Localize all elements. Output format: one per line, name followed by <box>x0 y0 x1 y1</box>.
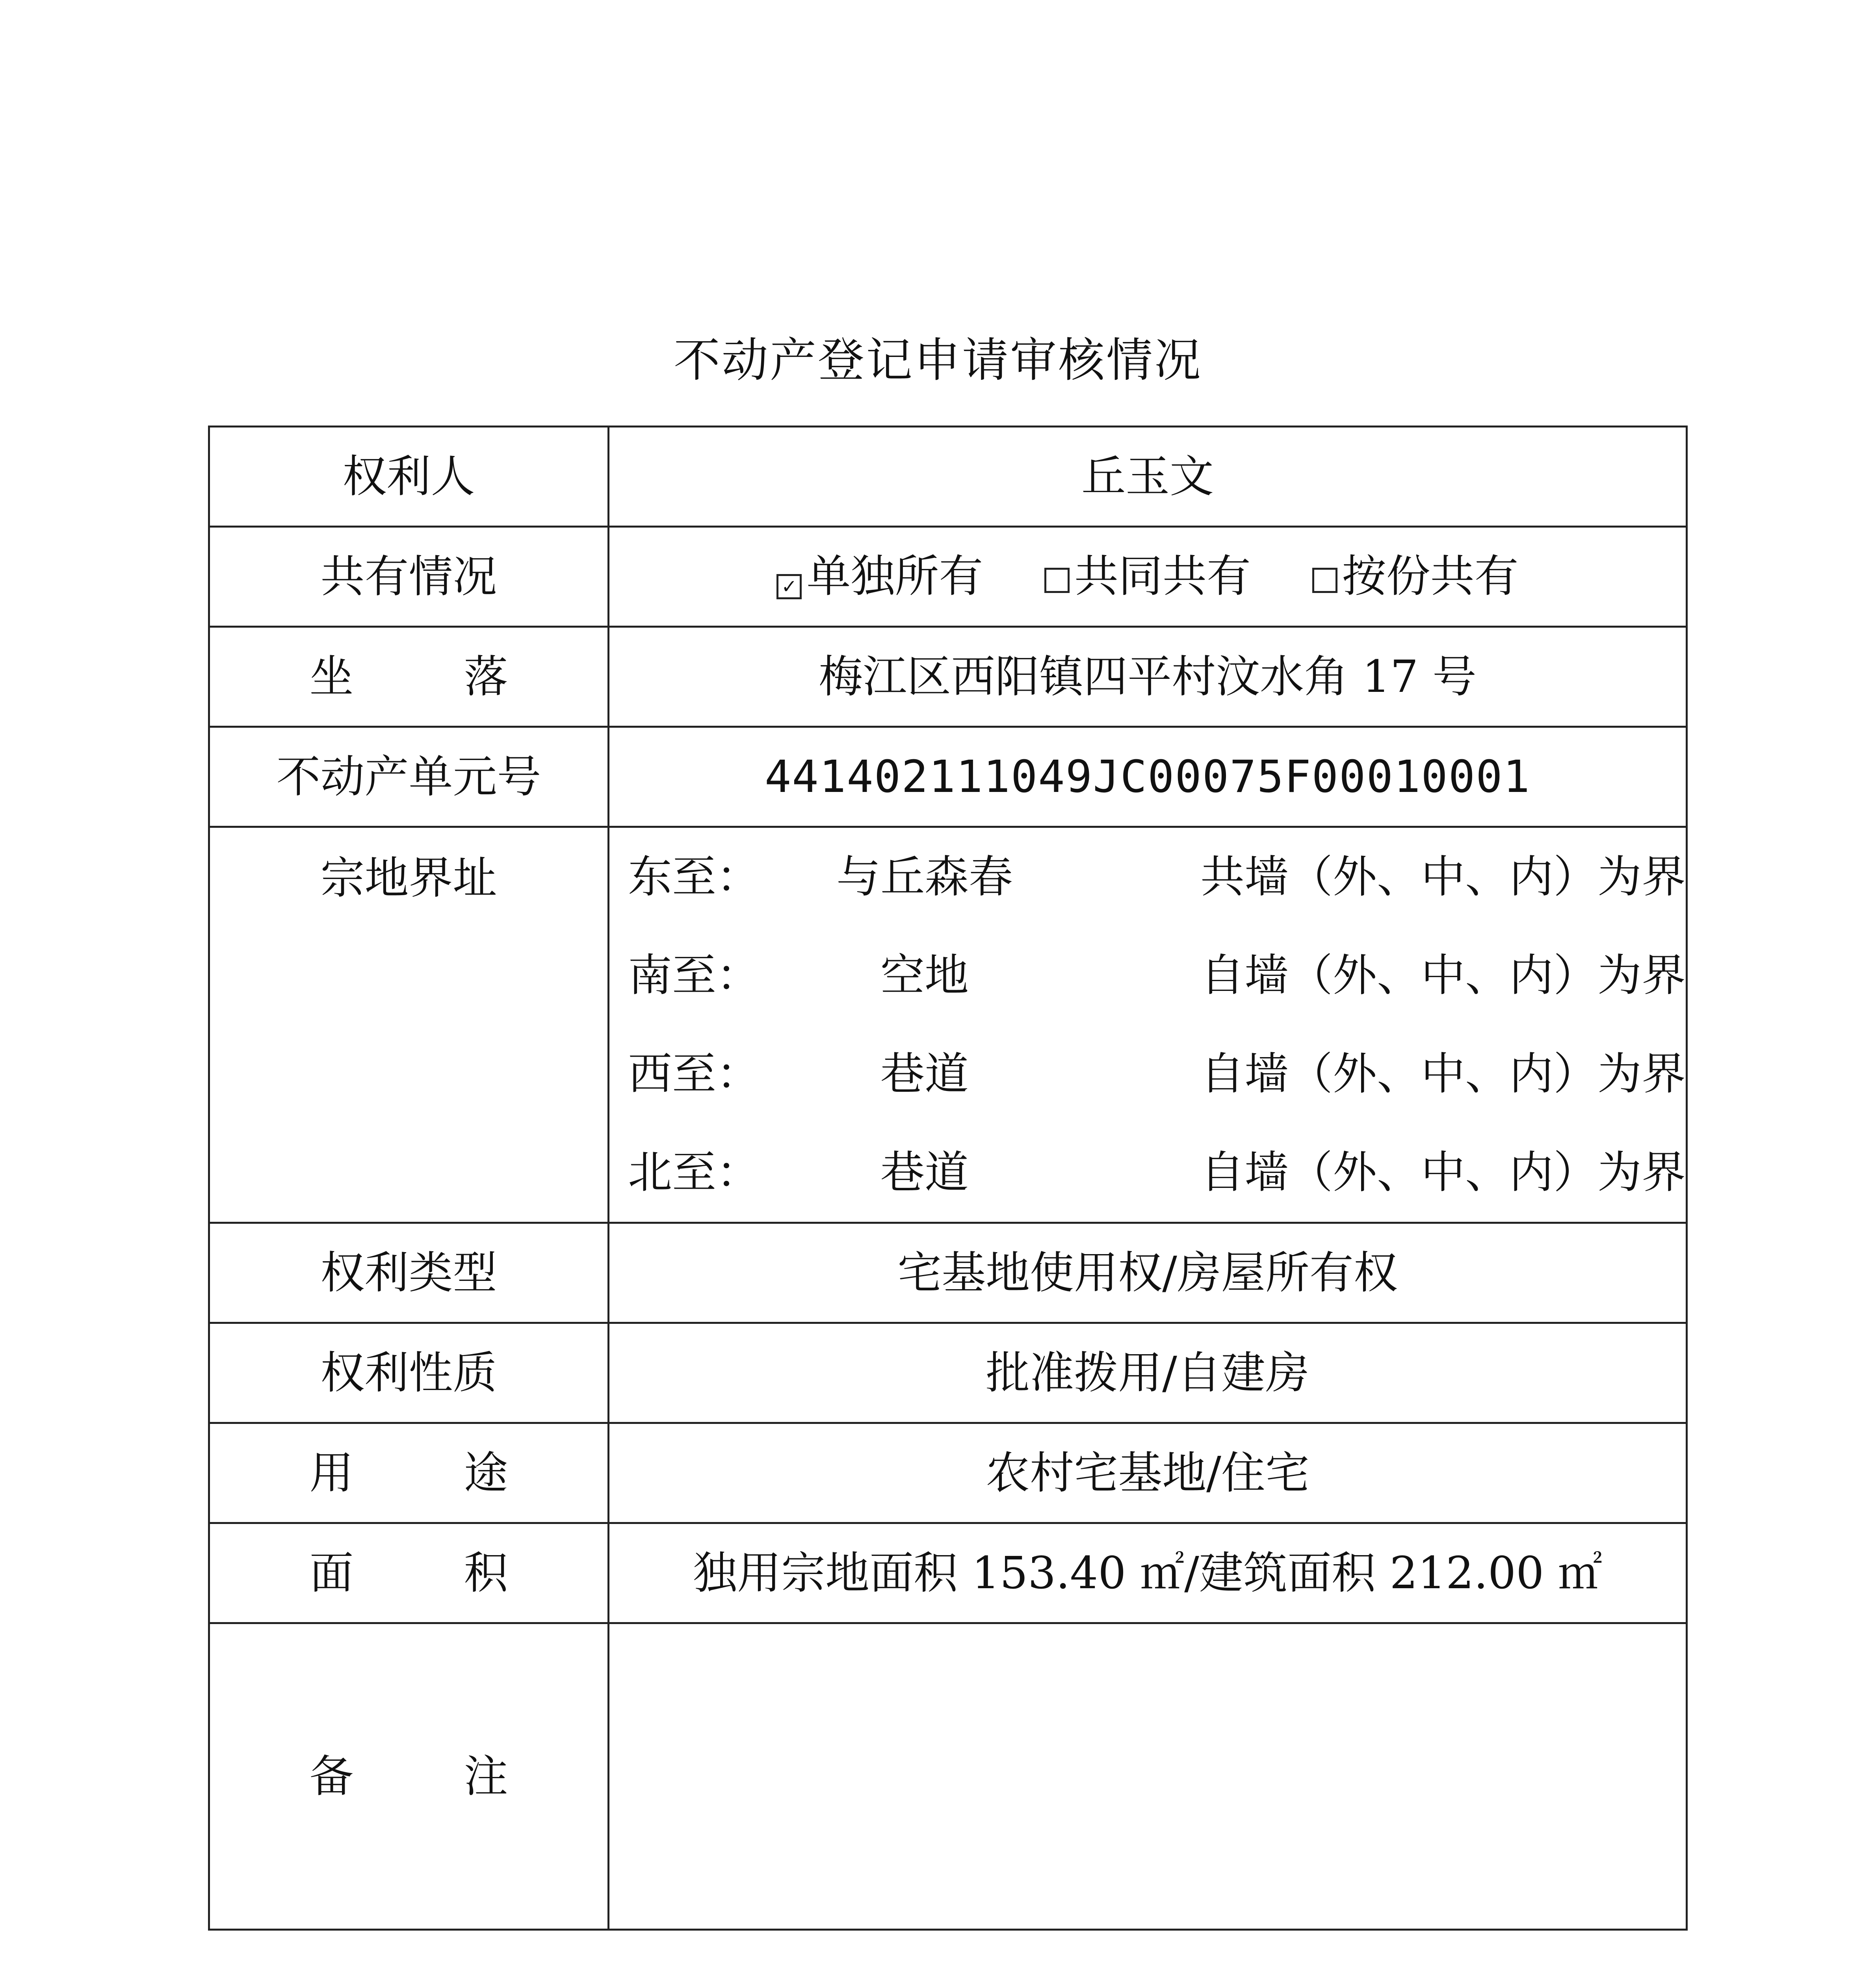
row-unit-no <box>209 727 1687 827</box>
remarks-label-b: 注 <box>464 1751 508 1802</box>
checkbox-empty-icon[interactable] <box>1044 568 1070 593</box>
location-label <box>209 627 609 727</box>
owner-value: 丘玉文 <box>609 427 1687 527</box>
usage-label <box>209 1423 609 1523</box>
area-label <box>209 1523 609 1623</box>
usage-label-a: 用 <box>309 1447 354 1499</box>
row-owner <box>209 427 1687 527</box>
row-right-nature <box>209 1323 1687 1423</box>
boundary-east <box>609 828 1686 926</box>
area-label-b: 积 <box>464 1547 508 1599</box>
location-label-a: 坐 <box>309 651 354 703</box>
boundary-east-dir: 东至： <box>628 851 760 903</box>
boundary-south-dir: 南至： <box>628 950 760 1001</box>
remarks-label <box>209 1623 609 1930</box>
unit-no-label: 不动产单元号 <box>209 727 609 827</box>
boundary-east-desc: 共墙（外、中、内）为界 <box>1200 851 1686 903</box>
row-area <box>209 1523 1687 1623</box>
boundary-north <box>609 1123 1686 1222</box>
option-share[interactable] <box>1312 550 1519 602</box>
row-usage <box>209 1423 1687 1523</box>
boundary-north-neighbor: 巷道 <box>880 1147 969 1198</box>
boundaries-list <box>609 827 1687 1223</box>
row-boundaries <box>209 827 1687 1223</box>
area-label-a: 面 <box>309 1547 354 1599</box>
row-remarks <box>209 1623 1687 1930</box>
boundaries-label: 宗地界址 <box>209 827 609 1223</box>
option-sole[interactable] <box>776 550 983 602</box>
option-joint[interactable] <box>1044 550 1251 602</box>
row-location <box>209 627 1687 727</box>
boundary-east-neighbor: 与丘森春 <box>836 851 1013 903</box>
row-co-ownership <box>209 527 1687 627</box>
boundary-south-desc: 自墙（外、中、内）为界 <box>1200 950 1686 1001</box>
checkbox-checked-icon[interactable]: ✓ <box>776 574 802 599</box>
option-joint-label: 共同共有 <box>1074 550 1251 602</box>
right-type-label: 权利类型 <box>209 1223 609 1323</box>
boundary-west <box>609 1025 1686 1123</box>
co-ownership-label: 共有情况 <box>209 527 609 627</box>
boundary-west-dir: 西至： <box>628 1048 760 1100</box>
boundary-south <box>609 926 1686 1025</box>
option-sole-label: 单独所有 <box>806 550 983 602</box>
row-right-type <box>209 1223 1687 1323</box>
remarks-value <box>609 1623 1687 1930</box>
boundary-west-neighbor: 巷道 <box>880 1048 969 1100</box>
right-nature-value: 批准拨用/自建房 <box>609 1323 1687 1423</box>
boundary-north-dir: 北至： <box>628 1147 760 1198</box>
boundary-south-neighbor: 空地 <box>880 950 969 1001</box>
boundary-north-desc: 自墙（外、中、内）为界 <box>1200 1147 1686 1198</box>
unit-no-value: 441402111049JC00075F00010001 <box>609 727 1687 827</box>
right-type-value: 宅基地使用权/房屋所有权 <box>609 1223 1687 1323</box>
owner-label: 权利人 <box>209 427 609 527</box>
usage-label-b: 途 <box>464 1447 508 1499</box>
option-share-label: 按份共有 <box>1342 550 1519 602</box>
area-value: 独用宗地面积 153.40 ㎡/建筑面积 212.00 ㎡ <box>609 1523 1687 1623</box>
right-nature-label: 权利性质 <box>209 1323 609 1423</box>
checkbox-empty-icon[interactable] <box>1312 568 1337 593</box>
co-ownership-options <box>609 527 1687 627</box>
boundary-west-desc: 自墙（外、中、内）为界 <box>1200 1048 1686 1100</box>
remarks-label-a: 备 <box>309 1751 354 1802</box>
usage-value: 农村宅基地/住宅 <box>609 1423 1687 1523</box>
location-label-b: 落 <box>464 651 508 703</box>
document-title: 不动产登记申请审核情况 <box>673 333 1202 387</box>
location-value: 梅江区西阳镇四平村汶水角 17 号 <box>609 627 1687 727</box>
registration-review-table <box>208 426 1688 1931</box>
